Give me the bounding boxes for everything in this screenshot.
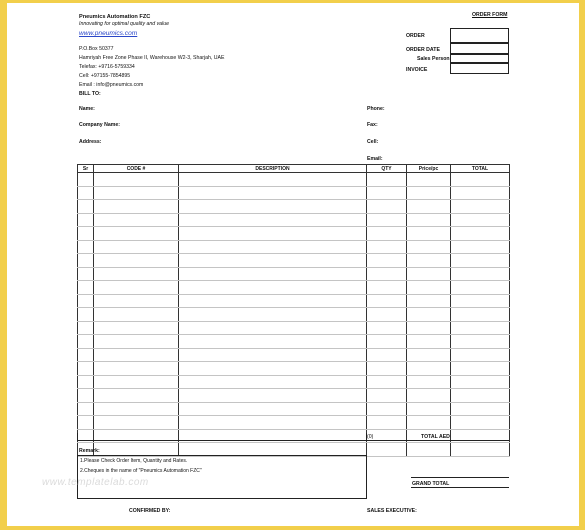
remark-line-1: 1.Please Check Order Item, Quantity and Rates. [80, 458, 188, 464]
table-cell[interactable] [179, 186, 367, 200]
table-row [78, 443, 510, 457]
table-cell[interactable] [94, 186, 179, 200]
table-cell[interactable] [94, 335, 179, 349]
table-cell[interactable] [407, 362, 451, 376]
table-cell[interactable] [451, 240, 510, 254]
bill-to-phone-label: Phone: [367, 106, 385, 112]
table-cell[interactable] [78, 321, 94, 335]
table-cell[interactable] [407, 186, 451, 200]
table-cell[interactable] [367, 173, 407, 187]
table-cell[interactable] [367, 308, 407, 322]
table-cell[interactable] [179, 375, 367, 389]
table-cell[interactable] [78, 308, 94, 322]
table-cell[interactable] [94, 402, 179, 416]
table-row [78, 281, 510, 295]
table-cell[interactable] [179, 200, 367, 214]
table-cell[interactable] [367, 254, 407, 268]
table-cell[interactable] [367, 416, 407, 430]
remark-line-2: 2.Cheques in the name of "Pneumics Automation FZC" [80, 468, 202, 474]
table-cell[interactable] [94, 443, 179, 457]
table-cell[interactable] [179, 402, 367, 416]
invoice-label: INVOICE [406, 67, 428, 73]
table-cell[interactable] [179, 294, 367, 308]
table-row [78, 308, 510, 322]
table-cell[interactable] [451, 375, 510, 389]
form-title: ORDER FORM [472, 12, 508, 18]
table-cell[interactable] [78, 335, 94, 349]
table-cell[interactable] [451, 308, 510, 322]
table-cell[interactable] [94, 308, 179, 322]
table-cell[interactable] [407, 213, 451, 227]
table-cell[interactable] [451, 186, 510, 200]
table-cell[interactable] [367, 402, 407, 416]
table-cell[interactable] [367, 362, 407, 376]
col-header-description: DESCRIPTION [179, 165, 367, 173]
table-cell[interactable] [407, 402, 451, 416]
table-cell[interactable] [179, 335, 367, 349]
bill-to-company-label: Company Name: [79, 122, 120, 128]
company-email: Email : info@pneumics.com [79, 82, 144, 88]
table-row [78, 362, 510, 376]
bill-to-name-label: Name: [79, 106, 95, 112]
table-cell[interactable] [451, 443, 510, 457]
table-cell[interactable] [451, 321, 510, 335]
table-cell[interactable] [367, 200, 407, 214]
table-cell[interactable] [407, 416, 451, 430]
table-cell[interactable] [94, 416, 179, 430]
bill-to-heading: BILL TO: [79, 91, 101, 97]
table-cell[interactable] [407, 348, 451, 362]
table-cell[interactable] [78, 200, 94, 214]
table-cell[interactable] [78, 362, 94, 376]
table-cell[interactable] [451, 389, 510, 403]
table-row [78, 335, 510, 349]
table-row [78, 416, 510, 430]
table-cell[interactable] [94, 294, 179, 308]
table-cell[interactable] [451, 348, 510, 362]
table-cell[interactable] [367, 267, 407, 281]
table-cell[interactable] [407, 321, 451, 335]
table-cell[interactable] [78, 294, 94, 308]
total-qty-value: (0) [367, 434, 374, 440]
order-date-label: ORDER DATE [406, 47, 440, 53]
table-cell[interactable] [451, 227, 510, 241]
table-cell[interactable] [407, 240, 451, 254]
order-label: ORDER [406, 33, 425, 39]
table-cell[interactable] [367, 335, 407, 349]
table-cell[interactable] [94, 227, 179, 241]
bill-to-cell-label: Cell: [367, 139, 379, 145]
table-cell[interactable] [407, 227, 451, 241]
table-cell[interactable] [78, 402, 94, 416]
table-row [78, 267, 510, 281]
table-cell[interactable] [78, 173, 94, 187]
table-cell[interactable] [179, 281, 367, 295]
table-cell[interactable] [407, 335, 451, 349]
table-row [78, 375, 510, 389]
company-telefax: Telefax: +9716-5759334 [79, 64, 135, 70]
items-table [77, 164, 510, 457]
table-cell[interactable] [367, 389, 407, 403]
table-row [78, 254, 510, 268]
bill-to-fax-label: Fax: [367, 122, 378, 128]
invoice-field[interactable] [450, 63, 509, 74]
table-cell[interactable] [94, 321, 179, 335]
col-header-sr: Sr [78, 165, 94, 173]
table-cell[interactable] [451, 267, 510, 281]
table-cell[interactable] [407, 281, 451, 295]
company-tagline: Innovating for optimal quality and value [79, 21, 169, 27]
table-cell[interactable] [179, 362, 367, 376]
table-cell[interactable] [407, 294, 451, 308]
table-cell[interactable] [94, 375, 179, 389]
table-cell[interactable] [94, 389, 179, 403]
table-row [78, 321, 510, 335]
company-cell: Cell: +97155-7854895 [79, 73, 131, 79]
company-po-box: P.O.Box 50377 [79, 46, 114, 52]
table-cell[interactable] [367, 186, 407, 200]
table-cell[interactable] [179, 389, 367, 403]
company-name: Pneumics Automation FZC [79, 14, 151, 20]
table-cell[interactable] [179, 254, 367, 268]
table-cell[interactable] [78, 389, 94, 403]
remarks-heading: Remark: [79, 448, 100, 454]
table-cell[interactable] [451, 402, 510, 416]
confirmed-by-label: CONFIRMED BY: [129, 508, 171, 514]
sales-person-label: Sales Person [417, 56, 450, 62]
table-cell[interactable] [451, 362, 510, 376]
table-cell[interactable] [367, 443, 407, 457]
bill-to-address-label: Address: [79, 139, 102, 145]
table-cell[interactable] [451, 213, 510, 227]
table-row [78, 173, 510, 187]
table-cell[interactable] [407, 389, 451, 403]
table-cell[interactable] [94, 267, 179, 281]
total-aed-label: TOTAL AED [421, 434, 450, 440]
table-cell[interactable] [179, 321, 367, 335]
table-row [78, 186, 510, 200]
table-cell[interactable] [78, 227, 94, 241]
table-cell[interactable] [78, 240, 94, 254]
table-row [78, 227, 510, 241]
table-cell[interactable] [78, 416, 94, 430]
table-cell[interactable] [407, 200, 451, 214]
table-cell[interactable] [179, 173, 367, 187]
grand-total-bottom-line [411, 487, 509, 488]
table-cell[interactable] [78, 213, 94, 227]
table-row [78, 240, 510, 254]
table-cell[interactable] [78, 267, 94, 281]
items-table-body [78, 173, 510, 457]
table-row [78, 213, 510, 227]
table-cell[interactable] [94, 200, 179, 214]
table-cell[interactable] [179, 443, 367, 457]
table-cell[interactable] [179, 308, 367, 322]
table-cell[interactable] [94, 281, 179, 295]
table-cell[interactable] [94, 362, 179, 376]
grand-total-label: GRAND TOTAL [412, 481, 450, 487]
totals-left-box [77, 433, 367, 441]
table-cell[interactable] [94, 240, 179, 254]
sales-executive-label: SALES EXECUTIVE: [367, 508, 417, 514]
col-header-code: CODE # [94, 165, 179, 173]
table-row [78, 294, 510, 308]
table-cell[interactable] [367, 213, 407, 227]
watermark: www.templatelab.com [42, 477, 149, 488]
col-header-price: Price/pc [407, 165, 451, 173]
table-cell[interactable] [451, 173, 510, 187]
table-cell[interactable] [179, 348, 367, 362]
table-cell[interactable] [407, 308, 451, 322]
table-cell[interactable] [407, 254, 451, 268]
table-cell[interactable] [78, 348, 94, 362]
table-row [78, 348, 510, 362]
order-form-sheet [7, 3, 579, 526]
table-cell[interactable] [451, 294, 510, 308]
table-cell[interactable] [78, 281, 94, 295]
table-cell[interactable] [367, 294, 407, 308]
table-cell[interactable] [451, 200, 510, 214]
company-website-link[interactable]: www.pneumics.com [79, 30, 138, 37]
table-cell[interactable] [407, 267, 451, 281]
table-cell[interactable] [451, 335, 510, 349]
col-header-total: TOTAL [451, 165, 510, 173]
table-cell[interactable] [94, 254, 179, 268]
order-number-field[interactable] [450, 28, 509, 43]
table-cell[interactable] [451, 254, 510, 268]
table-cell[interactable] [367, 281, 407, 295]
table-cell[interactable] [78, 254, 94, 268]
table-cell[interactable] [451, 281, 510, 295]
table-cell[interactable] [367, 240, 407, 254]
order-date-field[interactable] [450, 43, 509, 54]
table-cell[interactable] [78, 186, 94, 200]
table-cell[interactable] [407, 443, 451, 457]
table-row [78, 200, 510, 214]
table-cell[interactable] [451, 416, 510, 430]
table-cell[interactable] [367, 321, 407, 335]
table-row [78, 389, 510, 403]
table-cell[interactable] [367, 227, 407, 241]
table-cell[interactable] [179, 240, 367, 254]
table-cell[interactable] [78, 375, 94, 389]
grand-total-top-line [411, 477, 509, 478]
table-row [78, 402, 510, 416]
table-cell[interactable] [407, 375, 451, 389]
table-cell[interactable] [94, 348, 179, 362]
bill-to-email-label: Email: [367, 156, 383, 162]
company-address: Hamriyah Free Zone Phase II, Warehouse W2-3, Sharjah, UAE [79, 55, 225, 61]
table-cell[interactable] [94, 213, 179, 227]
table-cell[interactable] [179, 267, 367, 281]
items-table-header [78, 165, 510, 173]
table-cell[interactable] [94, 173, 179, 187]
table-cell[interactable] [407, 173, 451, 187]
table-cell[interactable] [179, 213, 367, 227]
sales-person-field[interactable] [450, 54, 509, 63]
table-cell[interactable] [367, 375, 407, 389]
table-cell[interactable] [367, 348, 407, 362]
col-header-qty: QTY [367, 165, 407, 173]
table-cell[interactable] [179, 227, 367, 241]
table-cell[interactable] [179, 416, 367, 430]
